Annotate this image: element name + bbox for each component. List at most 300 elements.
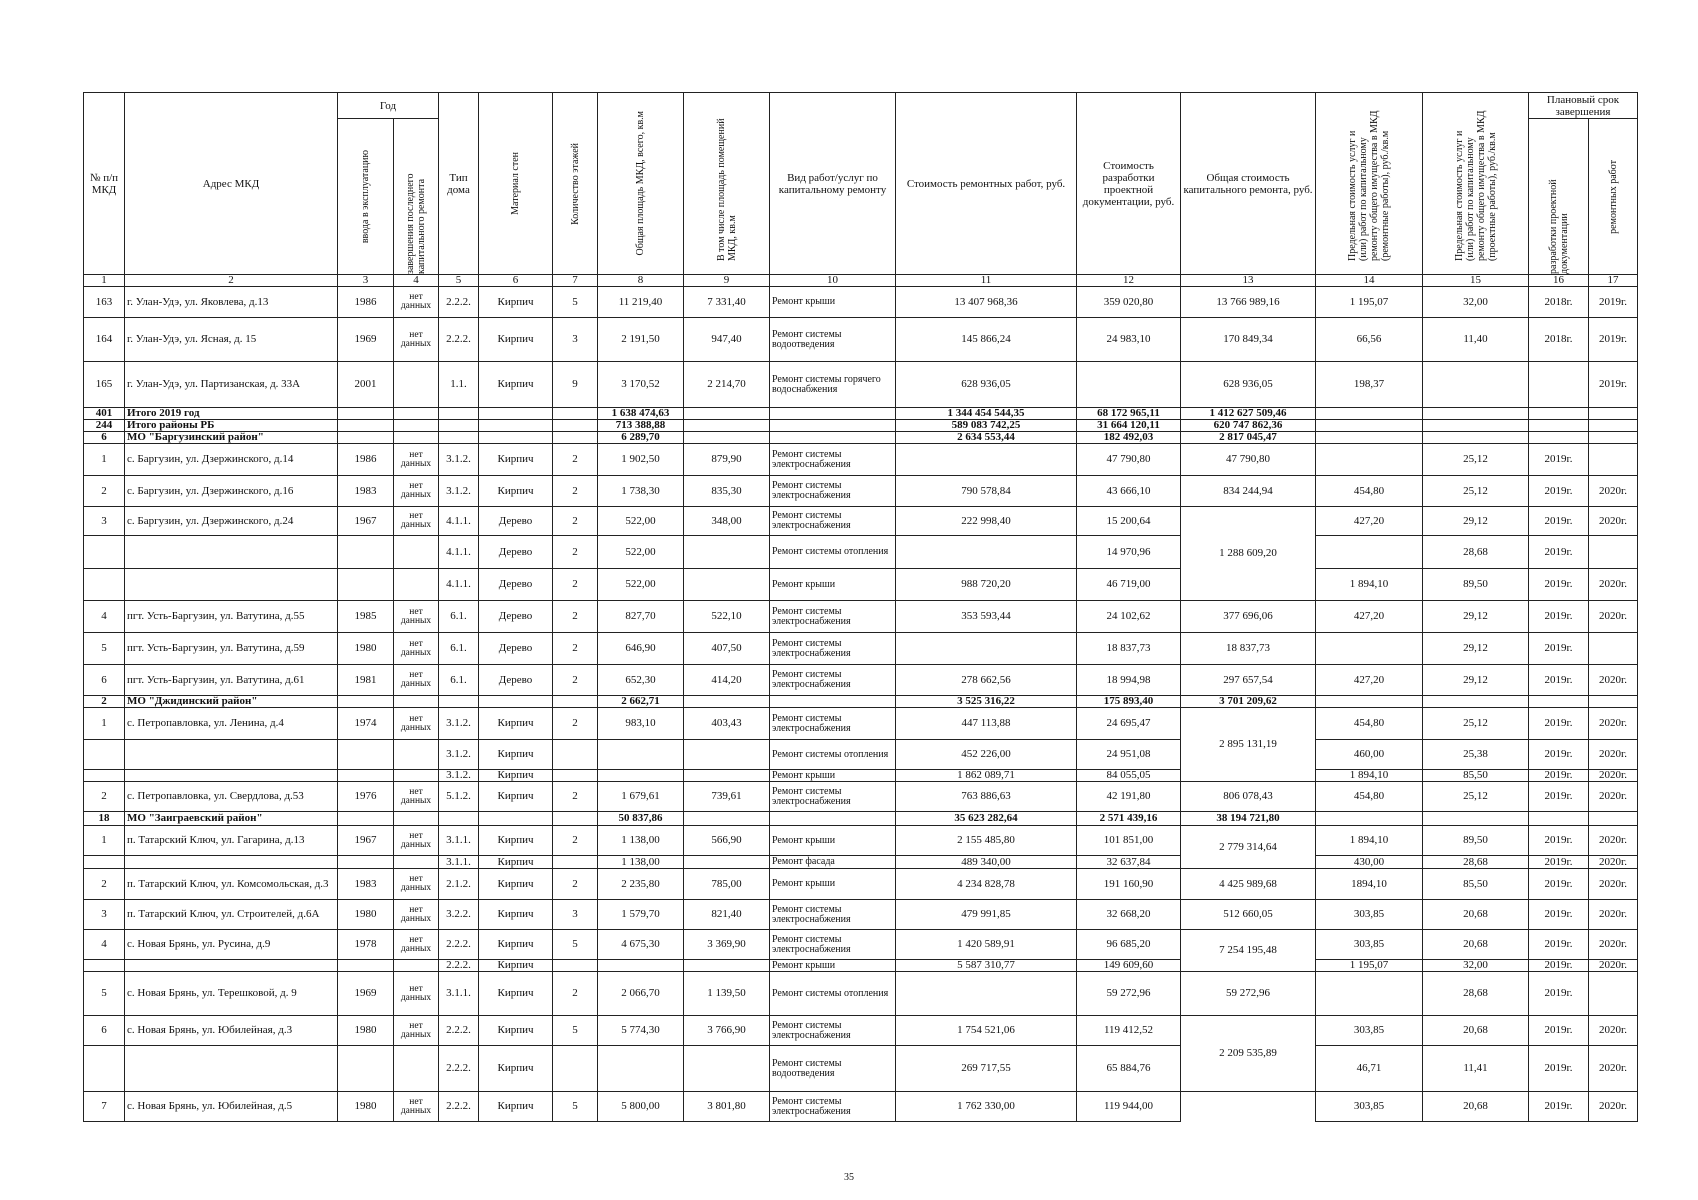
table-cell — [125, 569, 338, 601]
table-cell: 4 — [394, 275, 439, 287]
table-cell: 2 066,70 — [598, 972, 684, 1016]
table-cell: 2 571 439,16 — [1077, 812, 1181, 826]
table-cell: Количество этажей — [569, 142, 581, 225]
table-cell: 1 138,00 — [598, 826, 684, 856]
table-cell — [84, 960, 125, 972]
table-cell: 3.1.2. — [439, 740, 479, 770]
table-cell — [439, 696, 479, 708]
table-cell — [553, 696, 598, 708]
table-cell: 170 849,34 — [1181, 318, 1316, 362]
table-cell: 163 — [84, 287, 125, 318]
table-cell — [1529, 408, 1589, 420]
table-cell: Кирпич — [479, 1016, 553, 1046]
table-cell: 84 055,05 — [1077, 770, 1181, 782]
table-cell: 89,50 — [1423, 826, 1529, 856]
table-cell: нет данных — [394, 476, 439, 507]
table-cell: 2019г. — [1529, 536, 1589, 569]
col-plan-design — [1529, 119, 1589, 275]
table-cell: 9 — [553, 362, 598, 408]
table-cell: 28,68 — [1423, 972, 1529, 1016]
table-cell: с. Новая Брянь, ул. Юбилейная, д.3 — [125, 1016, 338, 1046]
table-cell: 2020г. — [1589, 507, 1638, 536]
table-cell — [338, 536, 394, 569]
table-cell — [338, 960, 394, 972]
table-cell: 9 — [684, 275, 770, 287]
table-cell: 2019г. — [1529, 1016, 1589, 1046]
table-cell: 2.1.2. — [439, 869, 479, 900]
table-cell — [394, 420, 439, 432]
table-cell: 1 679,61 — [598, 782, 684, 812]
table-cell: Кирпич — [479, 1092, 553, 1122]
table-cell: 7 — [84, 1092, 125, 1122]
table-row — [84, 1016, 1638, 1046]
table-cell — [84, 1046, 125, 1092]
table-cell: Кирпич — [479, 972, 553, 1016]
table-cell: 2 — [553, 869, 598, 900]
table-cell: 25,12 — [1423, 476, 1529, 507]
table-cell: г. Улан-Удэ, ул. Яковлева, д.13 — [125, 287, 338, 318]
table-cell: пгт. Усть-Баргузин, ул. Ватутина, д.59 — [125, 633, 338, 665]
table-cell — [1077, 362, 1181, 408]
table-cell: Кирпич — [479, 287, 553, 318]
table-cell: 18 — [84, 812, 125, 826]
table-cell — [1181, 1092, 1316, 1122]
col-num: № п/п МКД — [84, 93, 125, 275]
table-cell: 835,30 — [684, 476, 770, 507]
table-cell: Ремонт системы электроснабжения — [770, 782, 896, 812]
table-cell — [338, 812, 394, 826]
table-cell — [1589, 536, 1638, 569]
table-cell: 2019г. — [1529, 569, 1589, 601]
table-cell — [1316, 408, 1423, 420]
table-cell: Ремонт системы электроснабжения — [770, 665, 896, 696]
table-cell: 5 — [553, 930, 598, 960]
table-cell: 7 331,40 — [684, 287, 770, 318]
table-cell — [1316, 972, 1423, 1016]
col-house-type: Тип дома — [439, 93, 479, 275]
table-cell: 1 902,50 — [598, 444, 684, 476]
table-row — [84, 869, 1638, 900]
table-cell: 427,20 — [1316, 507, 1423, 536]
table-cell: нет данных — [394, 318, 439, 362]
table-cell: 983,10 — [598, 708, 684, 740]
table-cell: 59 272,96 — [1077, 972, 1181, 1016]
table-cell — [338, 408, 394, 420]
table-cell: Ремонт крыши — [770, 770, 896, 782]
table-cell: нет данных — [394, 930, 439, 960]
col-address: Адрес МКД — [125, 93, 338, 275]
table-cell: 3 — [84, 507, 125, 536]
table-cell: 29,12 — [1423, 665, 1529, 696]
table-cell: Кирпич — [479, 930, 553, 960]
table-cell: 46,71 — [1316, 1046, 1423, 1092]
table-row — [84, 444, 1638, 476]
col-limit-design — [1423, 93, 1529, 275]
table-cell: 2 — [553, 782, 598, 812]
table-cell: 149 609,60 — [1077, 960, 1181, 972]
table-cell: Итого районы РБ — [125, 420, 338, 432]
table-cell: 2019г. — [1529, 782, 1589, 812]
table-cell: Дерево — [479, 633, 553, 665]
table-cell: 2020г. — [1589, 856, 1638, 869]
table-cell — [338, 770, 394, 782]
table-cell: 14 970,96 — [1077, 536, 1181, 569]
table-row — [84, 960, 1638, 972]
table-cell — [553, 812, 598, 826]
table-cell: 1 762 330,00 — [896, 1092, 1077, 1122]
table-cell — [1316, 633, 1423, 665]
table-cell: Дерево — [479, 536, 553, 569]
table-cell: Кирпич — [479, 856, 553, 869]
table-cell: 24 983,10 — [1077, 318, 1181, 362]
col-limit-repair — [1316, 93, 1423, 275]
table-cell: нет данных — [394, 782, 439, 812]
table-cell: 15 200,64 — [1077, 507, 1181, 536]
table-cell: 2 — [553, 476, 598, 507]
table-cell — [896, 536, 1077, 569]
table-cell: 175 893,40 — [1077, 696, 1181, 708]
table-cell — [125, 740, 338, 770]
table-cell — [338, 696, 394, 708]
table-cell: п. Татарский Ключ, ул. Гагарина, д.13 — [125, 826, 338, 856]
table-cell: 1976 — [338, 782, 394, 812]
table-cell: 1 288 609,20 — [1181, 507, 1316, 601]
table-cell: 11 — [896, 275, 1077, 287]
table-cell: Предельная стоимость услуг и (или) работ по капитальному ремонту общего имущества в МКД (проектные работы), руб./кв.м — [1453, 110, 1498, 261]
table-cell: Ремонт системы электроснабжения — [770, 1092, 896, 1122]
table-row — [84, 536, 1638, 569]
table-cell: 47 790,80 — [1181, 444, 1316, 476]
table-cell: 59 272,96 — [1181, 972, 1316, 1016]
table-cell — [479, 812, 553, 826]
table-cell — [394, 960, 439, 972]
table-cell: 12 — [1077, 275, 1181, 287]
table-cell: 1 344 454 544,35 — [896, 408, 1077, 420]
col-design-cost: Стоимость разработки проектной документации, руб. — [1077, 93, 1181, 275]
table-cell: 7 254 195,48 — [1181, 930, 1316, 972]
table-cell: 65 884,76 — [1077, 1046, 1181, 1092]
table-cell: Ремонт системы отопления — [770, 536, 896, 569]
table-cell: 988 720,20 — [896, 569, 1077, 601]
table-cell: 1.1. — [439, 362, 479, 408]
table-cell: п. Татарский Ключ, ул. Строителей, д.6А — [125, 900, 338, 930]
table-cell — [684, 740, 770, 770]
table-row — [84, 770, 1638, 782]
table-cell: 2.2.2. — [439, 960, 479, 972]
table-cell: 3.1.1. — [439, 972, 479, 1016]
table-cell: Кирпич — [479, 826, 553, 856]
table-cell: 17 — [1589, 275, 1638, 287]
summary-row-zaigraevo — [84, 812, 1638, 826]
table-cell — [1529, 420, 1589, 432]
table-cell — [684, 812, 770, 826]
table-cell: 47 790,80 — [1077, 444, 1181, 476]
table-cell: 4 234 828,78 — [896, 869, 1077, 900]
table-cell: 566,90 — [684, 826, 770, 856]
table-cell — [338, 569, 394, 601]
table-cell: Ремонт системы электроснабжения — [770, 1016, 896, 1046]
table-cell: пгт. Усть-Баргузин, ул. Ватутина, д.55 — [125, 601, 338, 633]
table-cell: 3.2.2. — [439, 900, 479, 930]
table-cell: 1983 — [338, 476, 394, 507]
table-cell: 2018г. — [1529, 287, 1589, 318]
table-cell — [125, 960, 338, 972]
col-premises-area — [684, 93, 770, 275]
table-cell: Кирпич — [479, 869, 553, 900]
table-cell: 806 078,43 — [1181, 782, 1316, 812]
table-cell: 2019г. — [1529, 869, 1589, 900]
table-cell — [896, 633, 1077, 665]
table-cell — [598, 740, 684, 770]
table-cell: 5 587 310,77 — [896, 960, 1077, 972]
table-cell: 1986 — [338, 287, 394, 318]
table-cell — [394, 856, 439, 869]
table-row — [84, 362, 1638, 408]
table-cell: 2 — [553, 507, 598, 536]
table-cell: 4 675,30 — [598, 930, 684, 960]
table-cell: 2.2.2. — [439, 1092, 479, 1122]
table-cell — [770, 696, 896, 708]
table-cell: Ремонт системы электроснабжения — [770, 633, 896, 665]
table-cell: 2 214,70 — [684, 362, 770, 408]
table-cell — [84, 740, 125, 770]
table-cell: 1969 — [338, 318, 394, 362]
table-row — [84, 900, 1638, 930]
table-cell: 32 668,20 — [1077, 900, 1181, 930]
table-cell: 4 425 989,68 — [1181, 869, 1316, 900]
table-cell — [84, 569, 125, 601]
table-cell: 6 — [84, 665, 125, 696]
table-cell — [338, 420, 394, 432]
table-cell: нет данных — [394, 708, 439, 740]
table-cell — [896, 444, 1077, 476]
table-cell: Ремонт системы электроснабжения — [770, 708, 896, 740]
table-cell: 4.1.1. — [439, 569, 479, 601]
table-cell — [439, 812, 479, 826]
table-cell: 2 — [553, 536, 598, 569]
table-cell: 2 — [553, 708, 598, 740]
table-cell — [684, 408, 770, 420]
table-cell: с. Петропавловка, ул. Ленина, д.4 — [125, 708, 338, 740]
table-cell: Дерево — [479, 601, 553, 633]
table-cell: 303,85 — [1316, 1016, 1423, 1046]
table-cell: п. Татарский Ключ, ул. Комсомольская, д.3 — [125, 869, 338, 900]
table-row — [84, 665, 1638, 696]
table-cell: 85,50 — [1423, 869, 1529, 900]
table-cell: 2019г. — [1529, 972, 1589, 1016]
table-cell — [684, 420, 770, 432]
table-cell: 2 — [553, 972, 598, 1016]
table-cell: 4 — [84, 601, 125, 633]
table-cell: 269 717,55 — [896, 1046, 1077, 1092]
table-cell: 2019г. — [1529, 826, 1589, 856]
table-cell: 2 — [553, 826, 598, 856]
table-cell: Кирпич — [479, 740, 553, 770]
table-cell: 119 944,00 — [1077, 1092, 1181, 1122]
table-cell: МО "Джидинский район" — [125, 696, 338, 708]
table-cell: 2019г. — [1529, 740, 1589, 770]
table-cell: 5 — [553, 1092, 598, 1122]
table-cell: 1 — [84, 826, 125, 856]
table-cell — [553, 856, 598, 869]
table-cell: 13 407 968,36 — [896, 287, 1077, 318]
table-row — [84, 856, 1638, 869]
table-cell: 18 837,73 — [1181, 633, 1316, 665]
table-cell: Ремонт фасада — [770, 856, 896, 869]
table-cell: г. Улан-Удэ, ул. Партизанская, д. 33А — [125, 362, 338, 408]
table-cell: Кирпич — [479, 318, 553, 362]
table-cell: 3.1.2. — [439, 770, 479, 782]
table-cell — [1589, 633, 1638, 665]
table-cell — [394, 362, 439, 408]
table-cell: 2020г. — [1589, 1092, 1638, 1122]
table-row — [84, 740, 1638, 770]
table-cell: 25,38 — [1423, 740, 1529, 770]
table-cell: 1 — [84, 708, 125, 740]
table-cell: Ремонт системы отопления — [770, 972, 896, 1016]
table-cell — [394, 408, 439, 420]
table-cell: 222 998,40 — [896, 507, 1077, 536]
table-cell — [684, 536, 770, 569]
table-cell: 2019г. — [1529, 930, 1589, 960]
table-cell: 297 657,54 — [1181, 665, 1316, 696]
table-cell — [1316, 420, 1423, 432]
table-cell: 407,50 — [684, 633, 770, 665]
table-cell: 32,00 — [1423, 960, 1529, 972]
table-cell: 427,20 — [1316, 665, 1423, 696]
table-cell: 13 — [1181, 275, 1316, 287]
table-row — [84, 601, 1638, 633]
table-cell: 452 226,00 — [896, 740, 1077, 770]
table-cell: нет данных — [394, 900, 439, 930]
table-cell: 35 623 282,64 — [896, 812, 1077, 826]
table-cell — [1423, 432, 1529, 444]
table-cell: нет данных — [394, 665, 439, 696]
table-cell: 512 660,05 — [1181, 900, 1316, 930]
table-cell: 646,90 — [598, 633, 684, 665]
table-cell: 5.1.2. — [439, 782, 479, 812]
table-cell — [770, 408, 896, 420]
table-cell: 2019г. — [1529, 507, 1589, 536]
table-cell: 2020г. — [1589, 476, 1638, 507]
table-cell — [770, 812, 896, 826]
col-year-group: Год — [338, 93, 439, 119]
table-cell — [338, 856, 394, 869]
table-cell — [338, 1046, 394, 1092]
table-cell: 50 837,86 — [598, 812, 684, 826]
table-cell: 1967 — [338, 507, 394, 536]
table-cell: 28,68 — [1423, 856, 1529, 869]
table-row — [84, 708, 1638, 740]
table-cell — [1589, 420, 1638, 432]
table-cell: 7 — [553, 275, 598, 287]
table-cell: Кирпич — [479, 362, 553, 408]
table-cell: с. Баргузин, ул. Дзержинского, д.16 — [125, 476, 338, 507]
table-cell: 1894,10 — [1316, 869, 1423, 900]
table-cell: В том числе площадь помещений МКД, кв.м — [715, 118, 738, 261]
table-cell: Ремонт крыши — [770, 287, 896, 318]
table-cell: 119 412,52 — [1077, 1016, 1181, 1046]
table-cell: 5 — [84, 972, 125, 1016]
table-cell: 66,56 — [1316, 318, 1423, 362]
table-cell: 2 209 535,89 — [1181, 1016, 1316, 1092]
table-cell: 834 244,94 — [1181, 476, 1316, 507]
table-cell: 414,20 — [684, 665, 770, 696]
table-cell: 6 — [84, 432, 125, 444]
table-cell — [338, 740, 394, 770]
table-cell: 2020г. — [1589, 960, 1638, 972]
table-cell: 2001 — [338, 362, 394, 408]
table-cell: Ремонт системы электроснабжения — [770, 476, 896, 507]
table-cell: 1985 — [338, 601, 394, 633]
table-cell: 28,68 — [1423, 536, 1529, 569]
table-cell: 3 701 209,62 — [1181, 696, 1316, 708]
table-cell — [553, 1046, 598, 1092]
table-cell: 6 — [479, 275, 553, 287]
table-cell: ремонтных работ — [1607, 159, 1619, 234]
table-cell: г. Улан-Удэ, ул. Ясная, д. 15 — [125, 318, 338, 362]
table-cell: 3 801,80 — [684, 1092, 770, 1122]
table-cell: Ремонт крыши — [770, 569, 896, 601]
table-cell: 2 634 553,44 — [896, 432, 1077, 444]
table-cell — [125, 856, 338, 869]
table-cell: 1 738,30 — [598, 476, 684, 507]
col-plan-repair — [1589, 119, 1638, 275]
table-row — [84, 972, 1638, 1016]
table-cell — [1529, 812, 1589, 826]
table-cell: 1983 — [338, 869, 394, 900]
table-cell: 2020г. — [1589, 1016, 1638, 1046]
table-cell: разработки проектной документации — [1547, 179, 1570, 274]
table-cell: 2019г. — [1529, 856, 1589, 869]
table-cell: 6.1. — [439, 633, 479, 665]
table-cell: Кирпич — [479, 960, 553, 972]
table-cell: 377 696,06 — [1181, 601, 1316, 633]
table-cell: 3.1.1. — [439, 826, 479, 856]
table-cell: Кирпич — [479, 782, 553, 812]
table-cell: 2019г. — [1529, 900, 1589, 930]
table-cell: 303,85 — [1316, 1092, 1423, 1122]
table-cell: 522,00 — [598, 569, 684, 601]
table-cell: 403,43 — [684, 708, 770, 740]
table-cell: 24 695,47 — [1077, 708, 1181, 740]
table-cell — [125, 1046, 338, 1092]
table-cell: 25,12 — [1423, 782, 1529, 812]
table-cell: 454,80 — [1316, 782, 1423, 812]
table-cell: 25,12 — [1423, 444, 1529, 476]
table-cell — [1589, 812, 1638, 826]
table-cell — [125, 770, 338, 782]
table-cell: 3 — [553, 900, 598, 930]
table-cell: 2019г. — [1589, 318, 1638, 362]
table-cell: 1 195,07 — [1316, 287, 1423, 318]
table-cell — [1589, 408, 1638, 420]
table-cell: 6 — [84, 1016, 125, 1046]
table-cell — [1529, 362, 1589, 408]
table-cell — [394, 569, 439, 601]
table-cell: 5 — [553, 1016, 598, 1046]
table-cell — [553, 770, 598, 782]
table-cell: 20,68 — [1423, 1016, 1529, 1046]
table-cell — [770, 432, 896, 444]
table-cell: Ремонт крыши — [770, 960, 896, 972]
table-cell: 454,80 — [1316, 476, 1423, 507]
table-cell: 739,61 — [684, 782, 770, 812]
table-cell: ввода в эксплуатацию — [360, 149, 371, 244]
table-cell: Ремонт системы электроснабжения — [770, 900, 896, 930]
table-cell: Кирпич — [479, 900, 553, 930]
col-plan-group: Плановый срок завершения — [1529, 93, 1638, 119]
